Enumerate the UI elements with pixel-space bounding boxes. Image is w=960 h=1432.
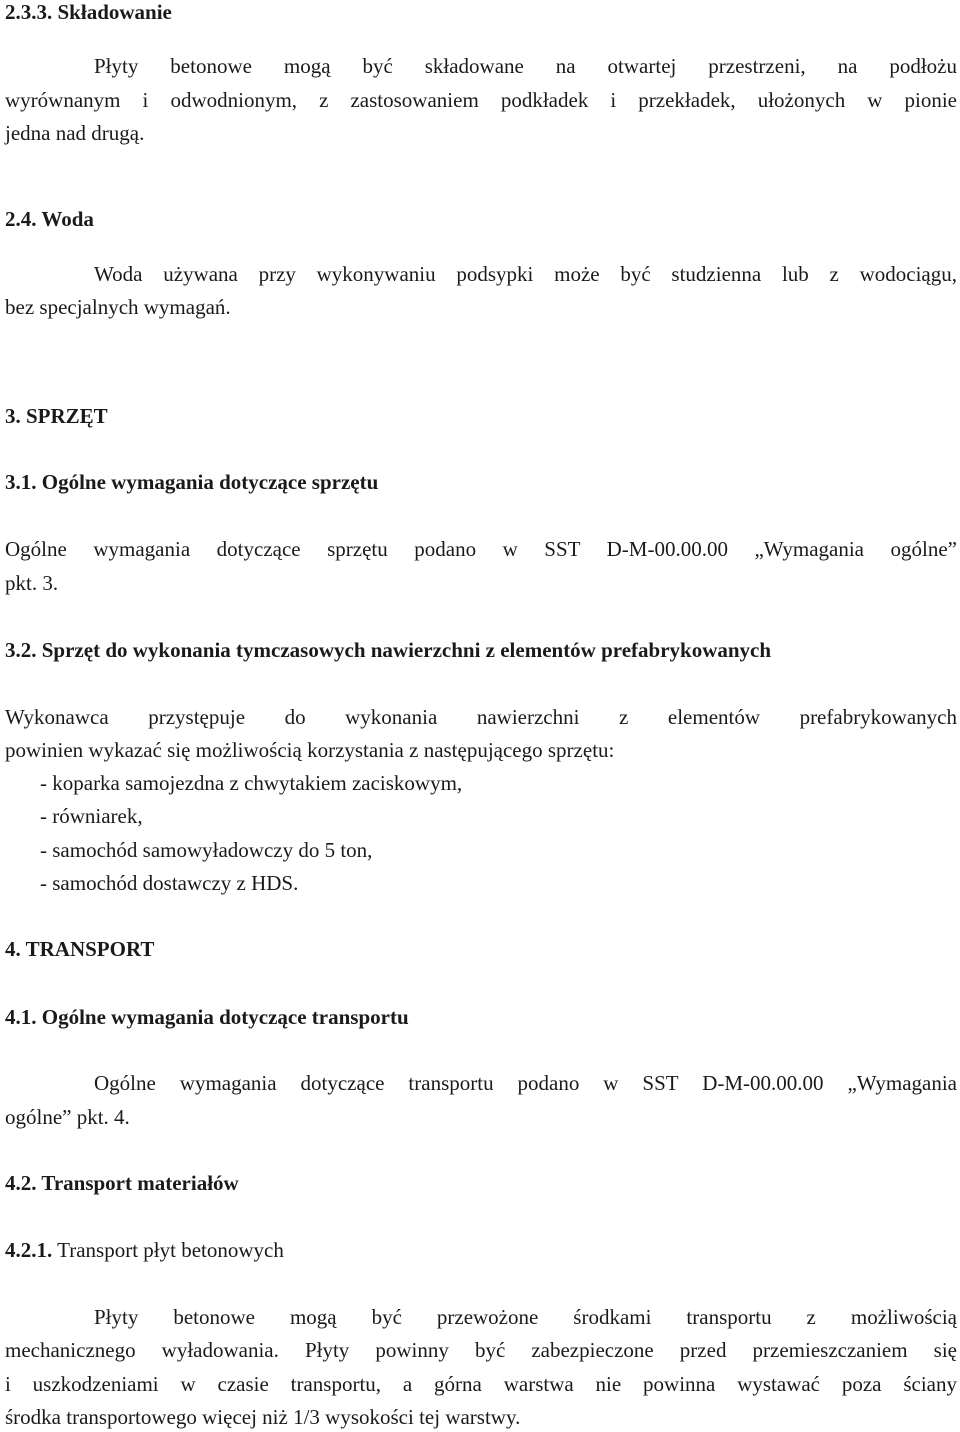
section-heading-3-1: 3.1. Ogólne wymagania dotyczące sprzętu [5,470,379,494]
paragraph-line: Płyty betonowe mogą być składowane na otwartej przestrzeni, na podłożu [94,54,957,78]
paragraph-line: Ogólne wymagania dotyczące transportu podano w SST D-M-00.00.00 „Wymagania [94,1071,957,1095]
section-heading-4-1: 4.1. Ogólne wymagania dotyczące transportu [5,1005,409,1029]
section-heading-2-3-3: 2.3.3. Składowanie [5,0,172,24]
paragraph-line: Wykonawca przystępuje do wykonania nawierzchni z elementów prefabrykowanych [5,705,957,729]
section-heading-4-2: 4.2. Transport materiałów [5,1171,239,1195]
paragraph-line: Woda używana przy wykonywaniu podsypki może być studzienna lub z wodociągu, [94,262,957,286]
section-heading-4: 4. TRANSPORT [5,937,155,961]
list-item: - koparka samojezdna z chwytakiem zaciskowym, [40,771,463,795]
paragraph-line: środka transportowego więcej niż 1/3 wysokości tej warstwy. [5,1405,521,1429]
paragraph-line: ogólne” pkt. 4. [5,1105,130,1129]
paragraph-line: mechanicznego wyładowania. Płyty powinny być zabezpieczone przed przemieszczaniem się [5,1338,957,1362]
list-item: - równiarek, [40,804,143,828]
section-heading-4-2-1 [5,1238,957,1262]
heading-text: Transport płyt betonowych [52,1238,284,1262]
section-heading-3-2: 3.2. Sprzęt do wykonania tymczasowych nawierzchni z elementów prefabrykowanych [5,638,772,662]
paragraph-line: Płyty betonowe mogą być przewożone środkami transportu z możliwością [94,1305,957,1329]
paragraph-line: jedna nad drugą. [5,121,145,145]
paragraph-line: powinien wykazać się możliwością korzystania z następującego sprzętu: [5,738,615,762]
paragraph-line: pkt. 3. [5,571,59,595]
list-item: - samochód samowyładowczy do 5 ton, [40,838,373,862]
paragraph-line: Ogólne wymagania dotyczące sprzętu podano w SST D-M-00.00.00 „Wymagania ogólne” [5,537,957,561]
heading-number: 4.2.1. [5,1238,53,1262]
section-heading-3: 3. SPRZĘT [5,404,108,428]
paragraph-line: i uszkodzeniami w czasie transportu, a górna warstwa nie powinna wystawać poza ściany [5,1372,957,1396]
paragraph-line: wyrównanym i odwodnionym, z zastosowaniem podkładek i przekładek, ułożonych w pionie [5,88,957,112]
list-item: - samochód dostawczy z HDS. [40,871,299,895]
section-heading-2-4: 2.4. Woda [5,207,94,231]
paragraph-line: bez specjalnych wymagań. [5,295,231,319]
